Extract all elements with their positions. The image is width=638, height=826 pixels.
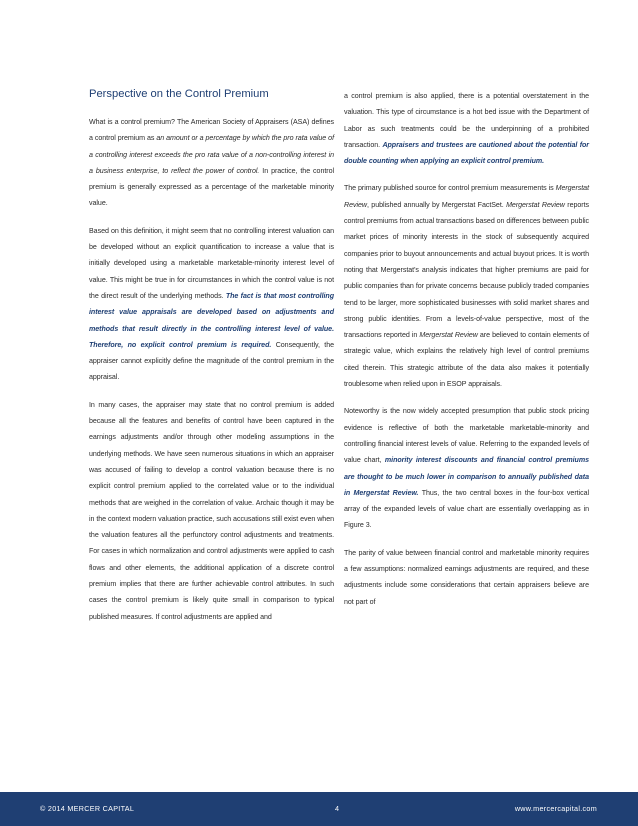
paragraph	[89, 114, 334, 212]
emphasis-text: Appraisers and trustees are cautioned about the potential for double counting when applying an explicit control premium.	[344, 140, 589, 166]
emphasis-text: minority interest discounts and financial control premiums are thought to be much lower in comparison to annually published data in Mergerstat Review.	[344, 456, 589, 497]
paragraph-text: , published annually by Mergerstat FactSet.	[366, 200, 507, 209]
paragraph-text: The parity of value between financial control and marketable minority requires a few assumptions: normalized earnings adjustments are required, and these adjustments include some considerations that certain appraisers believe are not part of	[344, 548, 589, 606]
paragraph-text: Mergerstat Review	[506, 200, 565, 209]
paragraph	[89, 397, 334, 625]
paragraph-text: an amount or a percentage by which the pro rata value of a controlling interest exceeds the pro rata value of a non-controlling interest in a business enterprise, to reflect the power of control.	[89, 134, 334, 175]
paragraph	[344, 545, 589, 610]
paragraph-text: The primary published source for control premium measurements is	[344, 184, 556, 193]
paragraph-text: reports control premiums from actual transactions based on differences between public market prices of minority interests in the stock of subsequently acquired companies prior to buyout announcements and actual buyout prices. It is worth noting that Mergerstat's analysis indicates that higher premiums are paid for public companies than for private concerns because publicly traded companies tend to be larger, more sophisticated businesses with solid market shares and strong public identities. From a levels-of-value perspective, most of the transactions reported in	[344, 200, 589, 340]
paragraph	[344, 403, 589, 533]
paragraph-text: Thus, the two central boxes in the four-box vertical array of the expanded levels of value chart are essentially overlapping as in Figure 3.	[344, 488, 590, 530]
paragraph-text: What is a control premium? The American Society of Appraisers (ASA) defines a control premium as	[89, 118, 334, 143]
page-number: 4	[335, 804, 340, 813]
paragraph-text: Consequently, the appraiser cannot explicitly define the magnitude of the control premium in the appraisal.	[89, 340, 335, 382]
paragraph-text: Mergerstat Review	[344, 184, 589, 209]
footer-copyright: © 2014 MERCER CAPITAL	[40, 804, 135, 813]
footer-website-link[interactable]: www.mercercapital.com	[514, 804, 597, 813]
paragraph-text: Mergerstat Review	[419, 331, 478, 340]
section-title: Perspective on the Control Premium	[89, 88, 269, 100]
paragraph	[89, 223, 334, 386]
paragraph-text: In many cases, the appraiser may state that no control premium is added because all the features and benefits of control have been captured in the earnings adjustments and/or through other modeling assumptions in the underlying methods. We have seen numerous situations in which an appraiser was accused of failing to develop a control valuation because there is no explicit control premium applied to the correlated value or to the individual methods that are weighed in the correlation of value. Archaic though it may be in the context modern valuation practice, such accusations still exist even when the valuation features all the perfunctory control adjustments and treatments. For cases in which normalization and control adjustments were applied to cash flows and other elements, the additional application of a discrete control premium implies that there are further achievable control attributes. In such cases the control premium is likely quite small in comparison to typical published measures. If control adjustments are applied and	[89, 400, 334, 621]
paragraph-text: are believed to contain elements of strategic value, which explains the relatively high level of control premiums cited therein. This strategic attribute of the data also makes it potentially troublesome when relied upon in ESOP appraisals.	[344, 331, 589, 389]
paragraph	[344, 88, 589, 169]
paragraph-text: a control premium is also applied, there is a potential overstatement in the valuation. This type of circumstance is a hot bed issue with the Department of Labor as such treatments could be the underpinning of a prohibited transaction.	[344, 92, 589, 149]
left-column	[89, 88, 334, 636]
paragraph-text: In practice, the control premium is generally expressed as a percentage of the marketable minority value.	[89, 166, 334, 208]
paragraph-text: Noteworthy is the now widely accepted presumption that public stock pricing evidence is reflective of both the marketable marketable-minority and controlling financial interest levels of value. Referring to the expanded levels of value chart,	[344, 407, 589, 465]
paragraph	[344, 180, 589, 392]
footer-bar	[0, 792, 638, 826]
right-column	[344, 88, 589, 621]
emphasis-text: The fact is that most controlling interest value appraisals are developed based on adjustments and methods that result directly in the controlling interest level of value. Therefore, no explicit control premium is required.	[89, 291, 334, 349]
paragraph-text: Based on this definition, it might seem that no controlling interest valuation can be developed without an explicit quantification to increase a value that is initially developed using a marketable marketable-minority interest level of value. This might be true in for circumstances in which the control value is not the direct result of the underlying methods.	[89, 226, 334, 300]
